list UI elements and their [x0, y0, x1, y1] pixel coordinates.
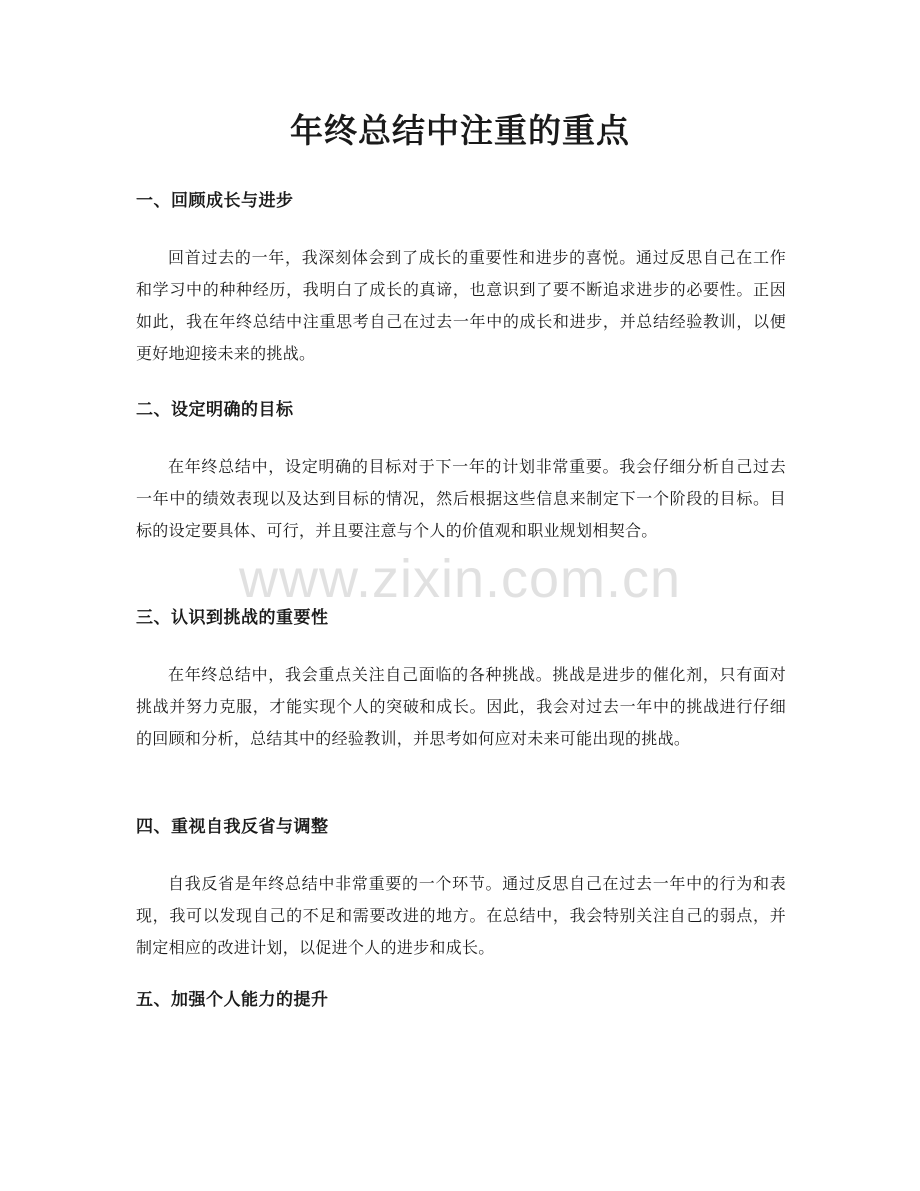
section-heading: 五、加强个人能力的提升 — [136, 990, 329, 1010]
section-heading: 二、设定明确的目标 — [136, 400, 294, 420]
section-heading: 一、回顾成长与进步 — [136, 191, 294, 211]
section-paragraph: 回首过去的一年，我深刻体会到了成长的重要性和进步的喜悦。通过反思自己在工作和学习中的种种经历，我明白了成长的真谛，也意识到了要不断追求进步的必要性。正因如此，我在年终总结中注重思考自己在过去一年中的成长和进步，并总结经验教训，以便更好地迎接未来的挑战。 — [136, 248, 786, 363]
section-review-growth — [136, 188, 786, 370]
section-challenges — [136, 605, 786, 755]
section-self-reflection — [136, 814, 786, 964]
section-heading: 三、认识到挑战的重要性 — [136, 608, 329, 628]
watermark: www.zixin.com.cn — [238, 549, 682, 609]
section-ability-improvement — [136, 987, 786, 1013]
page-title: 年终总结中注重的重点 — [290, 111, 630, 150]
section-paragraph: 自我反省是年终总结中非常重要的一个环节。通过反思自己在过去一年中的行为和表现，我可以发现自己的不足和需要改进的地方。在总结中，我会特别关注自己的弱点，并制定相应的改进计划，以促进个人的进步和成长。 — [136, 874, 786, 957]
section-set-goals — [136, 397, 786, 547]
section-paragraph: 在年终总结中，设定明确的目标对于下一年的计划非常重要。我会仔细分析自己过去一年中的绩效表现以及达到目标的情况，然后根据这些信息来制定下一个阶段的目标。目标的设定要具体、可行，并且要注意与个人的价值观和职业规划相契合。 — [136, 457, 786, 540]
section-heading: 四、重视自我反省与调整 — [136, 817, 329, 837]
section-paragraph: 在年终总结中，我会重点关注自己面临的各种挑战。挑战是进步的催化剂，只有面对挑战并努力克服，才能实现个人的突破和成长。因此，我会对过去一年中的挑战进行仔细的回顾和分析，总结其中的经验教训，并思考如何应对未来可能出现的挑战。 — [136, 665, 786, 748]
